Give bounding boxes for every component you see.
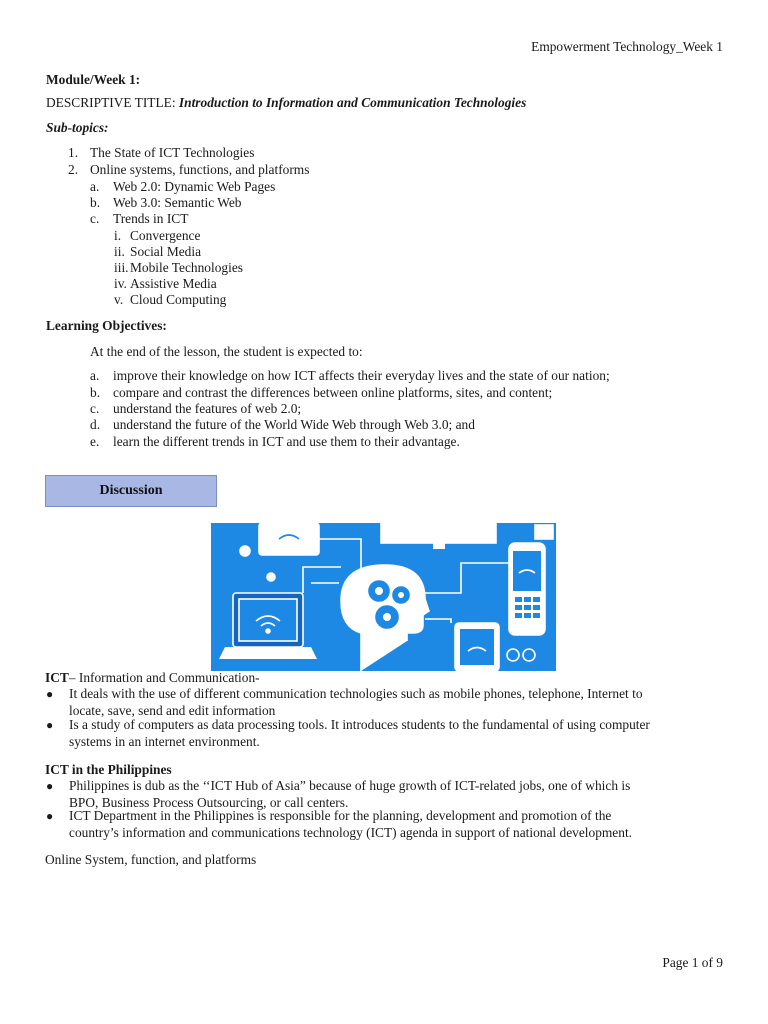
trend-numeral: iii. bbox=[114, 260, 129, 275]
bullet-line: locate, save, send and edit information bbox=[69, 702, 276, 718]
objective-item bbox=[90, 385, 552, 402]
objective-item bbox=[90, 368, 610, 385]
trend-text: Convergence bbox=[130, 228, 201, 243]
page-header-title: Empowerment Technology_Week 1 bbox=[531, 39, 723, 54]
trend-item bbox=[114, 228, 200, 245]
bullet-line: Is a study of computers as data processing tools. It introduces students to the fundamental of using computer bbox=[69, 717, 650, 732]
subtopic-text: The State of ICT Technologies bbox=[90, 145, 255, 160]
ict-term: ICT bbox=[45, 670, 69, 685]
objective-text: compare and contrast the differences between online platforms, sites, and content; bbox=[113, 385, 553, 400]
descriptive-title: Introduction to Information and Communication Technologies bbox=[178, 95, 527, 110]
objective-item bbox=[90, 434, 460, 451]
ict-bullet-text bbox=[69, 686, 643, 719]
subtopic-sub-text: Web 3.0: Semantic Web bbox=[113, 195, 242, 210]
trend-text: Cloud Computing bbox=[130, 292, 227, 307]
bullet-icon: ● bbox=[46, 718, 54, 732]
subtopics-label: Sub-topics: bbox=[46, 120, 109, 135]
trend-text: Mobile Technologies bbox=[130, 260, 243, 275]
subtopic-number: 1. bbox=[68, 145, 79, 160]
subtopic-sub-item bbox=[90, 211, 188, 228]
descriptive-prefix: DESCRIPTIVE TITLE: bbox=[46, 95, 179, 110]
ict-definition: – Information and Communication- bbox=[68, 670, 260, 685]
bullet-line: BPO, Business Process Outsourcing, or call centers. bbox=[69, 794, 349, 810]
objective-text: learn the different trends in ICT and use them to their advantage. bbox=[113, 434, 460, 449]
bullet-line: It deals with the use of different communication technologies such as mobile phones, telephone, Internet to bbox=[69, 686, 643, 701]
bullet-icon: ● bbox=[46, 779, 54, 793]
bullet-line: country’s information and communications technology (ICT) agenda in support of national development. bbox=[69, 824, 633, 840]
bullet-line: systems in an internet environment. bbox=[69, 733, 260, 749]
bullet-icon: ● bbox=[46, 809, 54, 823]
subtopic-text: Online systems, functions, and platforms bbox=[90, 162, 310, 177]
ict-ph-bullet-text bbox=[69, 778, 630, 811]
ict-definition-line bbox=[45, 670, 260, 687]
objective-text: understand the future of the World Wide Web through Web 3.0; and bbox=[113, 417, 475, 432]
objective-letter: b. bbox=[90, 385, 101, 400]
objective-text: improve their knowledge on how ICT affects their everyday lives and the state of our nation; bbox=[113, 368, 610, 383]
bullet-line: Philippines is dub as the ‘‘ICT Hub of Asia” because of huge growth of ICT-related jobs, one of which is bbox=[69, 778, 631, 793]
objective-letter: c. bbox=[90, 401, 100, 416]
subtopic-letter: b. bbox=[90, 195, 101, 210]
ict-illustration bbox=[211, 523, 556, 671]
ict-ph-bullet-text bbox=[69, 808, 632, 841]
trend-item bbox=[114, 292, 226, 309]
trend-numeral: iv. bbox=[114, 276, 127, 291]
subtopic-letter: a. bbox=[90, 179, 100, 194]
module-label: Module/Week 1: bbox=[46, 72, 141, 87]
trend-text: Social Media bbox=[130, 244, 202, 259]
trend-numeral: i. bbox=[114, 228, 122, 243]
objective-text: understand the features of web 2.0; bbox=[113, 401, 302, 416]
ict-philippines-heading: ICT in the Philippines bbox=[45, 762, 172, 777]
trend-text: Assistive Media bbox=[130, 276, 217, 291]
trend-numeral: v. bbox=[114, 292, 124, 307]
discussion-label: Discussion bbox=[99, 482, 163, 498]
subtopic-sub-item bbox=[90, 195, 242, 212]
subtopic-sub-text: Web 2.0: Dynamic Web Pages bbox=[113, 179, 276, 194]
online-systems-heading: Online System, function, and platforms bbox=[45, 852, 257, 867]
subtopic-sub-text: Trends in ICT bbox=[113, 211, 189, 226]
subtopic-sub-item bbox=[90, 179, 275, 196]
objective-letter: e. bbox=[90, 434, 100, 449]
subtopic-letter: c. bbox=[90, 211, 100, 226]
discussion-heading-box bbox=[45, 475, 217, 507]
objective-item bbox=[90, 417, 475, 434]
ict-bullet-text bbox=[69, 717, 650, 750]
objective-item bbox=[90, 401, 301, 418]
objectives-label: Learning Objectives: bbox=[46, 318, 167, 333]
trend-numeral: ii. bbox=[114, 244, 125, 259]
trend-item bbox=[114, 244, 201, 261]
subtopic-number: 2. bbox=[68, 162, 79, 177]
objective-letter: a. bbox=[90, 368, 100, 383]
subtopic-item bbox=[68, 162, 309, 179]
trend-item bbox=[114, 260, 243, 277]
ict-illustration-graphic bbox=[211, 523, 556, 671]
subtopic-item bbox=[68, 145, 254, 162]
bullet-line: ICT Department in the Philippines is responsible for the planning, development and promotion of the bbox=[69, 808, 612, 823]
bullet-icon: ● bbox=[46, 687, 54, 701]
trend-item bbox=[114, 276, 217, 293]
objectives-intro: At the end of the lesson, the student is expected to: bbox=[90, 344, 363, 359]
objective-letter: d. bbox=[90, 417, 101, 432]
page-number: Page 1 of 9 bbox=[662, 955, 723, 970]
descriptive-title-line bbox=[46, 95, 526, 112]
